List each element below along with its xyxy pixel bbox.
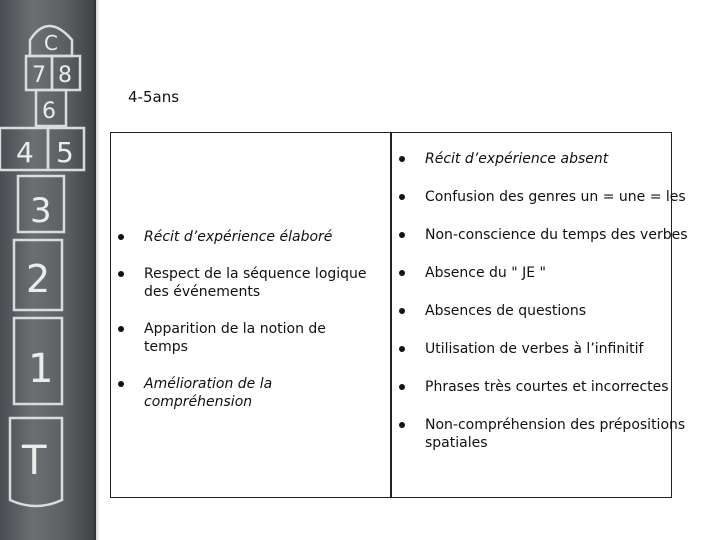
hopscotch-drawing [0,0,96,540]
left-bullet-list [112,228,374,430]
list-item: Utilisation de verbes à l’infinitif [393,340,693,358]
list-item: Absences de questions [393,302,693,320]
hopscotch-label-2: 2 [26,257,51,301]
right-bullet-list [393,150,693,472]
hopscotch-label-3: 3 [30,191,52,231]
list-item: Phrases très courtes et incorrectes [393,378,693,396]
hopscotch-label-c: C [44,31,58,55]
hopscotch-label-5: 5 [56,136,74,169]
list-item: Apparition de la notion de temps [112,320,374,356]
list-item: Respect de la séquence logique des événements [112,265,374,301]
list-item: Confusion des genres un = une = les [393,188,693,206]
list-item: Amélioration de la compréhension [112,375,374,411]
list-item: Non-conscience du temps des verbes [393,226,693,244]
table-column-divider [390,132,392,498]
hopscotch-label-8: 8 [58,63,72,88]
list-item: Absence du " JE " [393,264,693,282]
hopscotch-label-1: 1 [28,346,54,392]
list-item: Récit d’expérience élaboré [112,228,374,246]
page-title: 4-5ans [128,88,180,106]
list-item: Non-compréhension des prépositions spatiales [393,416,693,452]
hopscotch-label-7: 7 [32,63,46,88]
list-item: Récit d’expérience absent [393,150,693,168]
hopscotch-label-t: T [22,438,47,484]
hopscotch-label-6: 6 [42,99,56,124]
hopscotch-label-4: 4 [16,136,34,169]
